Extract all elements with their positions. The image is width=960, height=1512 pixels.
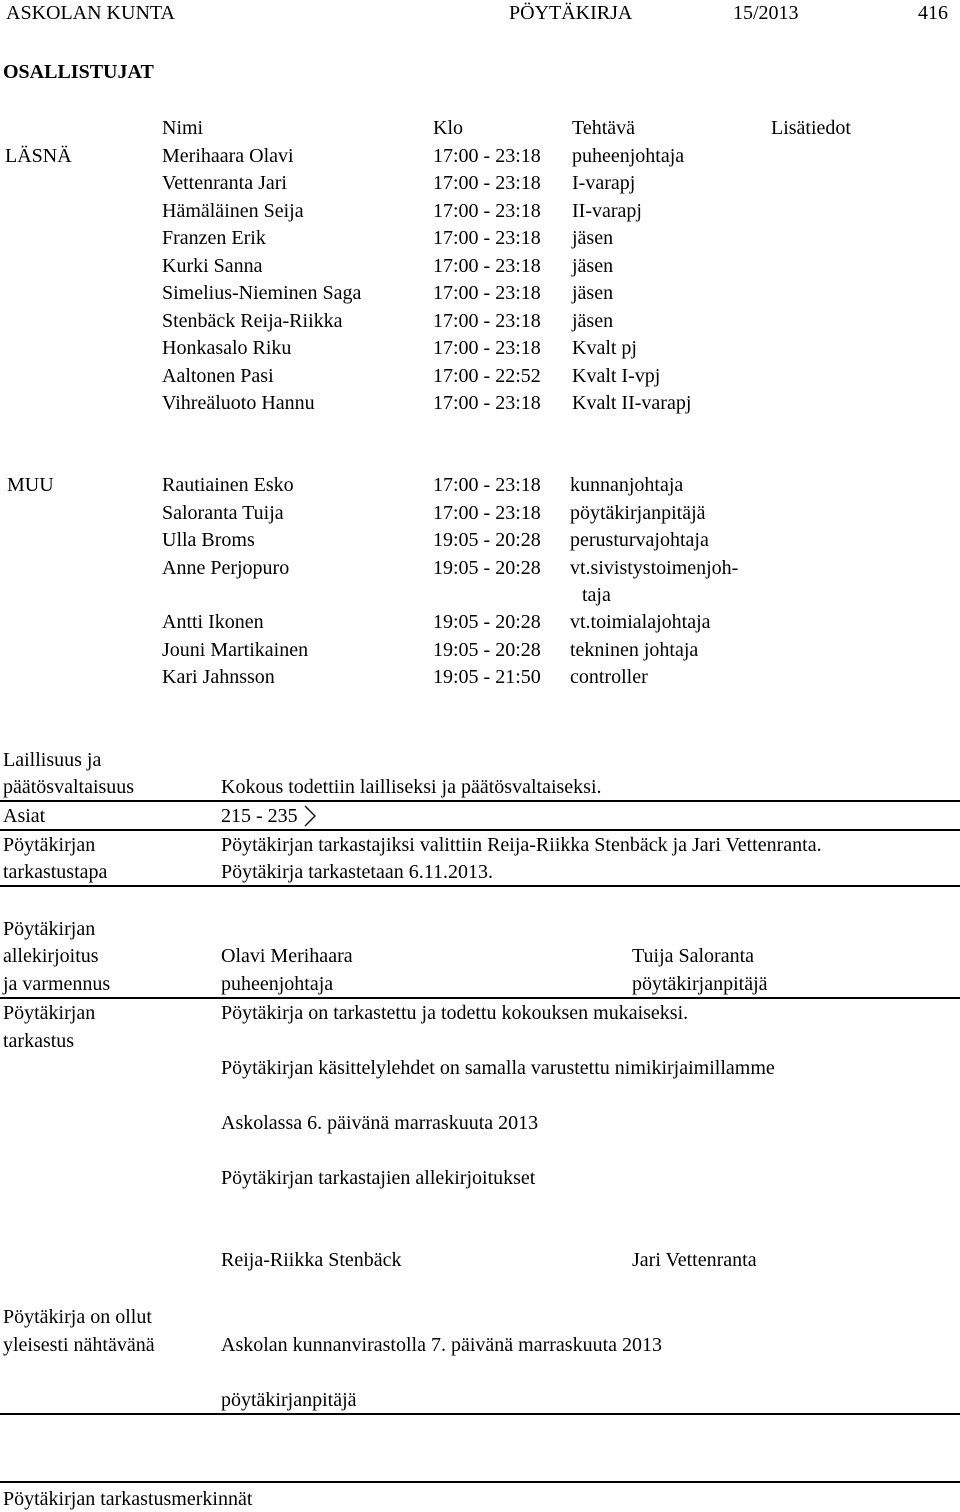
- participant-role: jäsen: [572, 255, 614, 277]
- participant-name: Kurki Sanna: [162, 255, 263, 277]
- inspection-statement: Pöytäkirja on tarkastettu ja todettu kokouksen mukaiseksi.: [221, 1002, 689, 1024]
- attendee-name: Ulla Broms: [162, 529, 255, 551]
- column-header-time: Klo: [433, 117, 463, 139]
- attendee-role: kunnanjohtaja: [570, 474, 684, 496]
- attendee-name: Jouni Martikainen: [162, 639, 309, 661]
- participant-time: 17:00 - 23:18: [433, 255, 541, 277]
- participant-name: Vettenranta Jari: [162, 172, 287, 194]
- document-type: PÖYTÄKIRJA: [509, 2, 633, 24]
- participant-name: Hämäläinen Seija: [162, 200, 304, 222]
- participant-time: 17:00 - 22:52: [433, 365, 541, 387]
- attendee-time: 19:05 - 20:28: [433, 557, 541, 579]
- attendee-time: 19:05 - 20:28: [433, 611, 541, 633]
- participant-time: 17:00 - 23:18: [433, 200, 541, 222]
- inspection-notes-label: Pöytäkirjan tarkastusmerkinnät: [3, 1488, 253, 1510]
- inspection-method-label-line-2: tarkastustapa: [3, 861, 108, 883]
- participant-name: Honkasalo Riku: [162, 337, 292, 359]
- attendee-role: perusturvajohtaja: [570, 529, 709, 551]
- signature-label-line-1: Pöytäkirjan: [3, 918, 96, 940]
- legality-label-line-2: päätösvaltaisuus: [3, 776, 135, 798]
- attendee-time: 19:05 - 20:28: [433, 529, 541, 551]
- attendee-role-continuation: taja: [582, 584, 611, 606]
- attendee-role: pöytäkirjanpitäjä: [570, 502, 706, 524]
- column-header-role: Tehtävä: [572, 117, 636, 139]
- secretary-role: pöytäkirjanpitäjä: [632, 973, 768, 995]
- page-number: 416: [918, 2, 948, 24]
- inspection-label-line-1: Pöytäkirjan: [3, 1002, 96, 1024]
- participant-role: II-varapj: [572, 200, 642, 222]
- participant-name: Vihreäluoto Hannu: [162, 392, 315, 414]
- inspection-method-text-line-2: Pöytäkirja tarkastetaan 6.11.2013.: [221, 861, 493, 883]
- chair-role: puheenjohtaja: [221, 973, 334, 995]
- inspectors-signatures-label: Pöytäkirjan tarkastajien allekirjoitukset: [221, 1167, 536, 1189]
- legality-text: Kokous todettiin lailliseksi ja päätösvaltaiseksi.: [221, 776, 602, 798]
- divider: [0, 885, 960, 887]
- legality-label-line-1: Laillisuus ja: [3, 749, 102, 771]
- participant-time: 17:00 - 23:18: [433, 392, 541, 414]
- column-header-name: Nimi: [162, 117, 204, 139]
- participant-time: 17:00 - 23:18: [433, 310, 541, 332]
- divider: [0, 997, 960, 999]
- divider: [0, 800, 960, 802]
- participant-role: I-varapj: [572, 172, 636, 194]
- signature-label-line-2: allekirjoitus: [3, 945, 99, 967]
- attendee-role: tekninen johtaja: [570, 639, 699, 661]
- divider: [0, 1413, 960, 1415]
- participant-time: 17:00 - 23:18: [433, 337, 541, 359]
- public-display-text: Askolan kunnanvirastolla 7. päivänä marraskuuta 2013: [221, 1334, 662, 1356]
- inspector-name: Reija-Riikka Stenbäck: [221, 1249, 402, 1271]
- inspector-name: Jari Vettenranta: [632, 1249, 757, 1271]
- document-number: 15/2013: [733, 2, 799, 24]
- public-display-signer: pöytäkirjanpitäjä: [221, 1389, 357, 1411]
- column-header-extra: Lisätiedot: [771, 117, 851, 139]
- attendee-time: 17:00 - 23:18: [433, 502, 541, 524]
- participant-role: jäsen: [572, 282, 614, 304]
- participant-role: puheenjohtaja: [572, 145, 685, 167]
- section-mark-icon: [300, 804, 320, 828]
- participant-name: Franzen Erik: [162, 227, 266, 249]
- attendee-time: 19:05 - 21:50: [433, 666, 541, 688]
- participant-name: Stenbäck Reija-Riikka: [162, 310, 343, 332]
- participant-time: 17:00 - 23:18: [433, 145, 541, 167]
- attendee-name: Rautiainen Esko: [162, 474, 294, 496]
- attendee-name: Antti Ikonen: [162, 611, 264, 633]
- participant-role: Kvalt pj: [572, 337, 637, 359]
- items-label: Asiat: [3, 805, 46, 827]
- inspection-method-label-line-1: Pöytäkirjan: [3, 834, 96, 856]
- municipality-name: ASKOLAN KUNTA: [6, 2, 175, 24]
- attendee-name: Saloranta Tuija: [162, 502, 284, 524]
- attendee-name: Anne Perjopuro: [162, 557, 290, 579]
- participant-role: jäsen: [572, 227, 614, 249]
- participant-role: Kvalt II-varapj: [572, 392, 692, 414]
- participant-name: Merihaara Olavi: [162, 145, 294, 167]
- participant-name: Aaltonen Pasi: [162, 365, 274, 387]
- participant-time: 17:00 - 23:18: [433, 172, 541, 194]
- items-range: 215 - 235: [221, 805, 298, 827]
- attendee-name: Kari Jahnsson: [162, 666, 275, 688]
- public-display-label-line-1: Pöytäkirja on ollut: [3, 1306, 152, 1328]
- inspection-method-text-line-1: Pöytäkirjan tarkastajiksi valittiin Reija-Riikka Stenbäck ja Jari Vettenranta.: [221, 834, 822, 856]
- public-display-label-line-2: yleisesti nähtävänä: [3, 1334, 155, 1356]
- present-label: LÄSNÄ: [5, 145, 72, 167]
- chair-name: Olavi Merihaara: [221, 945, 353, 967]
- attendee-role: vt.toimialajohtaja: [570, 611, 711, 633]
- divider: [0, 829, 960, 831]
- attendee-time: 17:00 - 23:18: [433, 474, 541, 496]
- signature-label-line-3: ja varmennus: [3, 973, 111, 995]
- other-label: MUU: [7, 474, 54, 496]
- attendee-time: 19:05 - 20:28: [433, 639, 541, 661]
- inspection-initials-note: Pöytäkirjan käsittelylehdet on samalla varustettu nimikirjaimillamme: [221, 1057, 775, 1079]
- attendee-role: vt.sivistystoimenjoh-: [570, 557, 739, 579]
- attendee-role: controller: [570, 666, 648, 688]
- secretary-name: Tuija Saloranta: [632, 945, 755, 967]
- divider: [0, 1481, 960, 1483]
- participant-name: Simelius-Nieminen Saga: [162, 282, 362, 304]
- participant-role: Kvalt I-vpj: [572, 365, 661, 387]
- participant-role: jäsen: [572, 310, 614, 332]
- participant-time: 17:00 - 23:18: [433, 282, 541, 304]
- inspection-place-date: Askolassa 6. päivänä marraskuuta 2013: [221, 1112, 539, 1134]
- participants-title: OSALLISTUJAT: [3, 61, 154, 83]
- inspection-label-line-2: tarkastus: [3, 1030, 75, 1052]
- participant-time: 17:00 - 23:18: [433, 227, 541, 249]
